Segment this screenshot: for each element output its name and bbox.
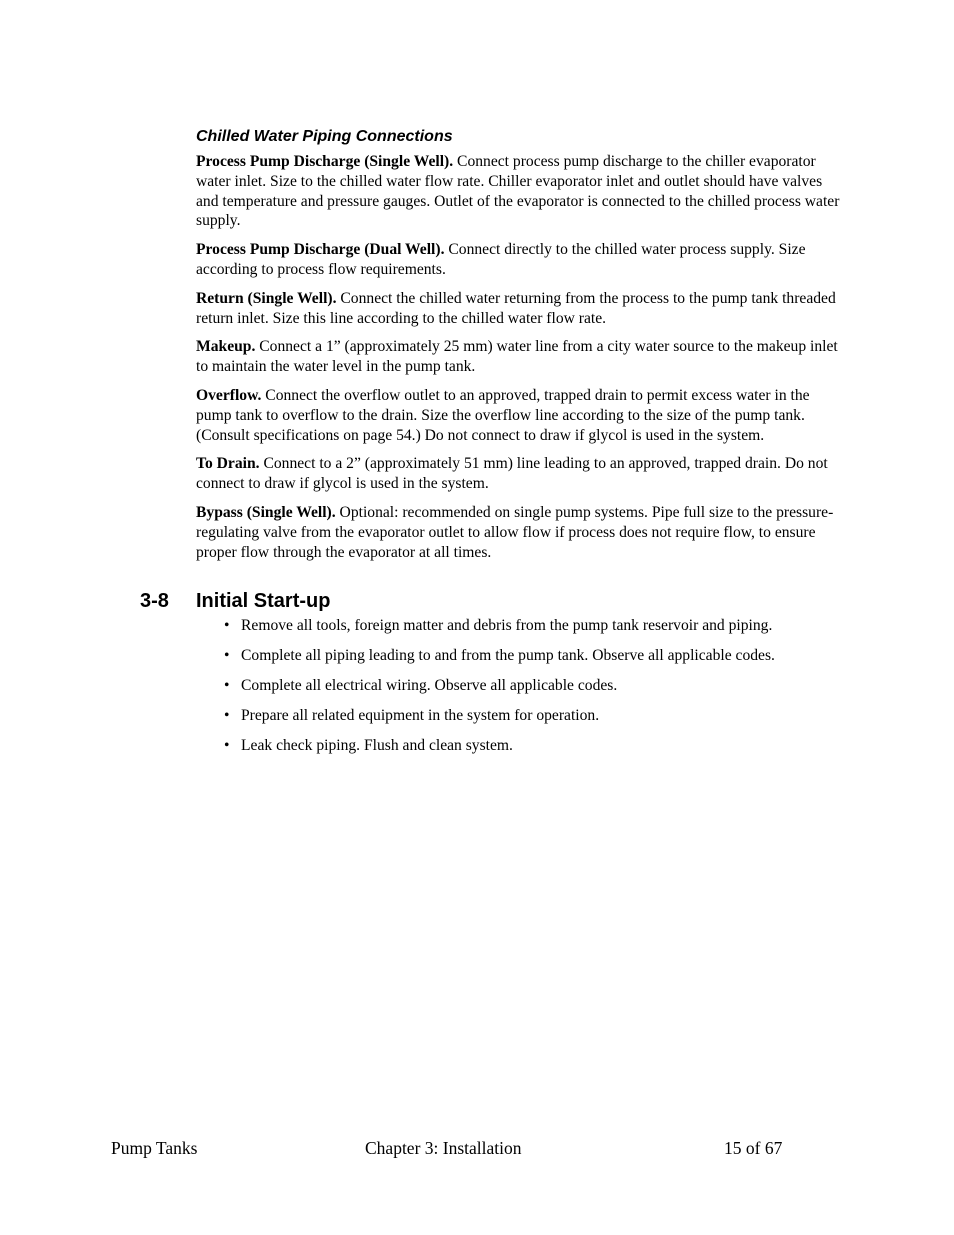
- paragraph-text: Connect directly to the chilled water process supply. Size according to process flow requirements.: [196, 241, 806, 278]
- footer-chapter: Chapter 3: Installation: [365, 1138, 522, 1158]
- list-item-text: Remove all tools, foreign matter and debris from the pump tank reservoir and piping.: [241, 617, 773, 634]
- list-item-text: Complete all piping leading to and from the pump tank. Observe all applicable codes.: [241, 647, 775, 664]
- paragraph-text: Connect a 1” (approximately 25 mm) water line from a city water source to the makeup inlet to maintain the water level in the pump tank.: [196, 338, 838, 376]
- paragraph-makeup: [196, 337, 846, 377]
- list-item-text: Leak check piping. Flush and clean system.: [241, 737, 513, 754]
- list-item: [224, 616, 864, 636]
- term: Makeup.: [196, 338, 256, 356]
- startup-checklist: [224, 616, 864, 766]
- bullet-icon: •: [224, 707, 230, 724]
- section-title: Initial Start-up: [196, 590, 331, 612]
- term: Bypass (Single Well).: [196, 503, 336, 521]
- term: Return (Single Well).: [196, 289, 337, 307]
- subsection-title: Chilled Water Piping Connections: [196, 128, 453, 145]
- term: Process Pump Discharge (Dual Well).: [196, 241, 445, 259]
- list-item: [224, 676, 864, 696]
- list-item: [224, 706, 864, 726]
- list-item: [224, 646, 864, 666]
- footer-document-title: Pump Tanks: [111, 1138, 198, 1158]
- list-item: [224, 736, 864, 756]
- list-item-text: Complete all electrical wiring. Observe all applicable codes.: [241, 677, 618, 694]
- term: Process Pump Discharge (Single Well).: [196, 153, 454, 170]
- paragraph-text: Connect process pump discharge to the chiller evaporator water inlet. Size to the chilled water flow rate. Chiller evaporator inlet and outlet should have valves and temperature and pressure gauges. Outlet of the evaporator is connected to the chilled process water supply.: [196, 153, 840, 230]
- section-number: 3-8: [140, 590, 169, 612]
- footer-page-number: 15 of 67: [724, 1138, 783, 1158]
- paragraph-text: Connect the chilled water returning from the process to the pump tank threaded return inlet. Size this line according to the chilled water flow rate.: [196, 289, 836, 327]
- term: To Drain.: [196, 455, 260, 473]
- term: Overflow.: [196, 386, 262, 404]
- paragraph-bypass: [196, 503, 846, 562]
- list-item-text: Prepare all related equipment in the system for operation.: [241, 707, 600, 724]
- paragraph-text: Connect the overflow outlet to an approved, trapped drain to permit excess water in the pump tank to overflow to the drain. Size the overflow line according to the size of the pump tank. (Consult specifications on page 54.) Do not connect to draw if glycol is used in the system.: [196, 386, 810, 444]
- section-heading: [140, 589, 840, 613]
- bullet-icon: •: [224, 737, 230, 754]
- paragraph-text: Optional: recommended on single pump systems. Pipe full size to the pressure-regulating valve from the evaporator outlet to allow flow if process does not require flow, to ensure proper flow through the evaporator at all times.: [196, 503, 834, 561]
- paragraph-text: Connect to a 2” (approximately 51 mm) line leading to an approved, trapped drain. Do not connect to draw if glycol is used in the system.: [196, 455, 828, 493]
- paragraph-overflow: [196, 386, 846, 445]
- paragraph-process-pump-single: [196, 152, 846, 231]
- paragraph-process-pump-dual: [196, 240, 846, 280]
- paragraph-to-drain: [196, 454, 846, 494]
- paragraph-return: [196, 289, 846, 329]
- bullet-icon: •: [224, 677, 230, 694]
- main-content: [196, 126, 846, 571]
- bullet-icon: •: [224, 617, 230, 634]
- bullet-icon: •: [224, 647, 230, 664]
